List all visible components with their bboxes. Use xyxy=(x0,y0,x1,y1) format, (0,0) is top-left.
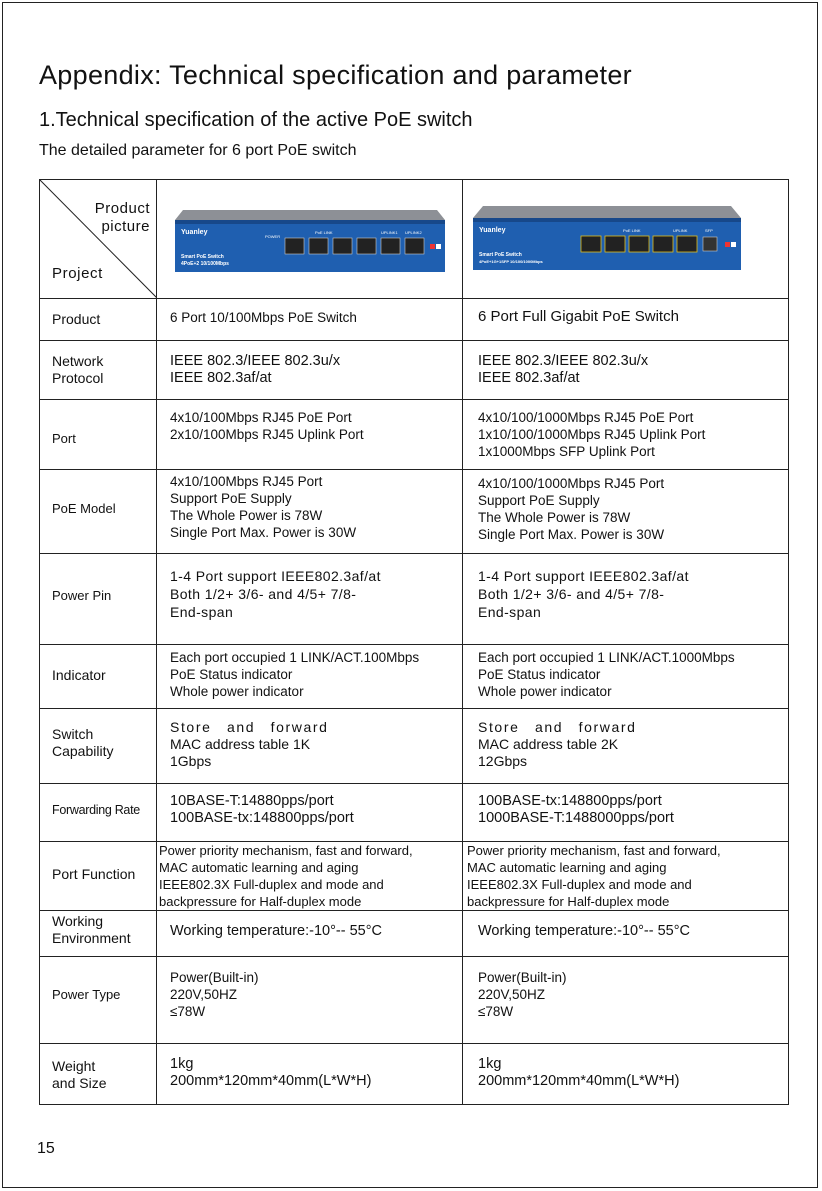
cell-value: ≤78W xyxy=(170,1004,206,1019)
cell-value: 12Gbps xyxy=(478,753,528,769)
svg-text:PoE LINK: PoE LINK xyxy=(315,230,333,235)
cell-value: backpressure for Half-duplex mode xyxy=(467,894,670,909)
spec-table xyxy=(39,179,789,1105)
cell-value: Support PoE Supply xyxy=(478,493,600,508)
cell-value: Working temperature:-10°-- 55°C xyxy=(170,923,382,939)
svg-text:UPLINK: UPLINK xyxy=(673,228,688,233)
cell-value: IEEE802.3X Full-duplex and mode and xyxy=(467,877,692,892)
svg-text:4PoE+1G+1SFP 10/100/1000Mbps: 4PoE+1G+1SFP 10/100/1000Mbps xyxy=(479,259,543,264)
cell-value: Whole power indicator xyxy=(170,684,304,699)
cell-value: 2x10/100Mbps RJ45 Uplink Port xyxy=(170,427,364,442)
cell-value: Single Port Max. Power is 30W xyxy=(478,527,665,542)
cell-value: 6 Port Full Gigabit PoE Switch xyxy=(478,308,679,325)
row-label: Indicator xyxy=(52,667,106,683)
cell-value: 6 Port 10/100Mbps PoE Switch xyxy=(170,310,357,325)
switch1-picture-cell xyxy=(157,180,463,299)
cell-value: MAC address table 1K xyxy=(170,736,311,752)
cell-value: 1kg xyxy=(170,1056,194,1072)
switch2-image xyxy=(473,204,741,270)
cell-value: Support PoE Supply xyxy=(170,491,292,506)
row-product xyxy=(40,299,789,341)
cell-value: Working temperature:-10°-- 55°C xyxy=(478,923,690,939)
row-network-protocol xyxy=(40,341,789,400)
project-label: Project xyxy=(52,265,103,282)
cell-value: 1-4 Port support IEEE802.3af/at xyxy=(170,568,381,584)
cell-value: 100BASE-tx:148800pps/port xyxy=(170,810,354,826)
row-label: Working xyxy=(52,913,104,929)
cell-value: 1-4 Port support IEEE802.3af/at xyxy=(478,568,689,584)
svg-text:SFP: SFP xyxy=(705,228,713,233)
row-label: Switch xyxy=(52,726,94,742)
cell-value: 1000BASE-T:1488000pps/port xyxy=(478,810,674,826)
cell-value: IEEE 802.3/IEEE 802.3u/x xyxy=(170,353,341,369)
row-poe-model xyxy=(40,470,789,554)
cell-value: End-span xyxy=(478,604,542,620)
row-port xyxy=(40,400,789,470)
row-label: Port Function xyxy=(52,866,136,882)
cell-value: PoE Status indicator xyxy=(478,667,601,682)
cell-value: IEEE 802.3af/at xyxy=(170,370,272,386)
svg-text:UPLINK1: UPLINK1 xyxy=(381,230,398,235)
row-label: Weight xyxy=(52,1058,96,1074)
svg-text:Smart PoE Switch: Smart PoE Switch xyxy=(479,252,522,258)
row-weight-size xyxy=(40,1044,789,1105)
diagonal-header-cell xyxy=(40,180,157,299)
cell-value: Power priority mechanism, fast and forward, xyxy=(159,843,413,858)
row-power-type xyxy=(40,957,789,1044)
row-indicator xyxy=(40,645,789,709)
cell-value: IEEE 802.3/IEEE 802.3u/x xyxy=(478,353,649,369)
cell-value: Each port occupied 1 LINK/ACT.1000Mbps xyxy=(478,650,735,665)
cell-value: 100BASE-tx:148800pps/port xyxy=(478,793,662,809)
cell-value: End-span xyxy=(170,604,234,620)
switch2-picture-cell xyxy=(463,180,789,299)
cell-value: Power(Built-in) xyxy=(170,970,259,985)
cell-value: 4x10/100/1000Mbps RJ45 Port xyxy=(478,476,665,491)
svg-text:UPLINK2: UPLINK2 xyxy=(405,230,422,235)
cell-value: 200mm*120mm*40mm(L*W*H) xyxy=(170,1073,372,1089)
row-label: Protocol xyxy=(52,370,104,386)
cell-value: 1x10/100/1000Mbps RJ45 Uplink Port xyxy=(478,427,706,442)
cell-value: 4x10/100/1000Mbps RJ45 PoE Port xyxy=(478,410,694,425)
svg-text:Yuanley: Yuanley xyxy=(181,229,208,236)
cell-value: Store and forward xyxy=(478,719,637,735)
row-label: Power Type xyxy=(52,987,121,1002)
cell-value: Power(Built-in) xyxy=(478,970,567,985)
page-title: Appendix: Technical specification and parameter xyxy=(39,60,632,90)
cell-value: 1Gbps xyxy=(170,753,212,769)
switch1-image xyxy=(175,208,445,272)
cell-value: Both 1/2+ 3/6- and 4/5+ 7/8- xyxy=(478,586,665,602)
row-port-function xyxy=(40,842,789,911)
row-label: Port xyxy=(52,431,76,446)
table-caption: The detailed parameter for 6 port PoE switch xyxy=(39,142,357,159)
product-picture-label: Product picture xyxy=(94,200,150,235)
row-switch-capability xyxy=(40,709,789,784)
cell-value: 10BASE-T:14880pps/port xyxy=(170,793,334,809)
cell-value: Whole power indicator xyxy=(478,684,612,699)
cell-value: 4x10/100Mbps RJ45 PoE Port xyxy=(170,410,352,425)
cell-value: MAC address table 2K xyxy=(478,736,619,752)
picture-row xyxy=(40,180,789,299)
cell-value: Store and forward xyxy=(170,719,329,735)
row-label: Environment xyxy=(52,930,131,946)
cell-value: 1x1000Mbps SFP Uplink Port xyxy=(478,444,655,459)
cell-value: 200mm*120mm*40mm(L*W*H) xyxy=(478,1073,680,1089)
row-label: PoE Model xyxy=(52,501,116,516)
cell-value: IEEE802.3X Full-duplex and mode and xyxy=(159,877,384,892)
cell-value: Both 1/2+ 3/6- and 4/5+ 7/8- xyxy=(170,586,357,602)
row-label: Capability xyxy=(52,743,114,759)
cell-value: IEEE 802.3af/at xyxy=(478,370,580,386)
row-label: Product xyxy=(52,311,101,327)
row-label: Power Pin xyxy=(52,588,112,603)
svg-text:Yuanley: Yuanley xyxy=(479,227,506,234)
cell-value: The Whole Power is 78W xyxy=(478,510,631,525)
cell-value: 4x10/100Mbps RJ45 Port xyxy=(170,474,323,489)
cell-value: Power priority mechanism, fast and forward, xyxy=(467,843,721,858)
row-power-pin xyxy=(40,554,789,645)
cell-value: PoE Status indicator xyxy=(170,667,293,682)
cell-value: MAC automatic learning and aging xyxy=(467,860,667,875)
row-label: Network xyxy=(52,353,104,369)
cell-value: The Whole Power is 78W xyxy=(170,508,323,523)
svg-text:4PoE+2 10/100Mbps: 4PoE+2 10/100Mbps xyxy=(181,261,229,267)
row-forwarding-rate xyxy=(40,784,789,842)
row-label: Forwarding Rate xyxy=(52,803,140,817)
section-heading: 1.Technical specification of the active PoE switch xyxy=(39,109,473,131)
cell-value: MAC automatic learning and aging xyxy=(159,860,359,875)
svg-text:PoE LINK: PoE LINK xyxy=(623,228,641,233)
cell-value: 1kg xyxy=(478,1056,502,1072)
row-label: and Size xyxy=(52,1075,107,1091)
cell-value: Each port occupied 1 LINK/ACT.100Mbps xyxy=(170,650,420,665)
svg-text:POWER: POWER xyxy=(265,234,281,239)
cell-value: Single Port Max. Power is 30W xyxy=(170,525,357,540)
cell-value: backpressure for Half-duplex mode xyxy=(159,894,362,909)
row-working-environment xyxy=(40,911,789,957)
cell-value: 220V,50HZ xyxy=(478,987,546,1002)
svg-text:Smart PoE Switch: Smart PoE Switch xyxy=(181,254,224,260)
cell-value: ≤78W xyxy=(478,1004,514,1019)
cell-value: 220V,50HZ xyxy=(170,987,238,1002)
page-number: 15 xyxy=(37,1140,55,1157)
